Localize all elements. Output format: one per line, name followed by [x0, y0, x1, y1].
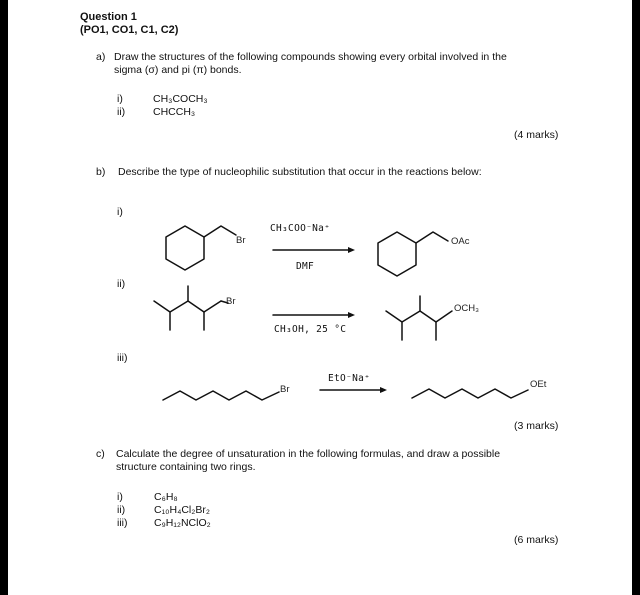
reaction-3-product-group: OEt	[530, 379, 547, 390]
part-a-prompt-line1: Draw the structures of the following compounds showing every orbital involved in the	[114, 51, 507, 63]
reaction-3-num: iii)	[117, 352, 128, 364]
part-a-marks: (4 marks)	[514, 129, 559, 141]
part-c-item-3-num: iii)	[117, 517, 128, 529]
alkyl-zigzag-product	[412, 389, 528, 398]
product-branch-left	[386, 311, 402, 340]
part-a-item-2-num: ii)	[117, 106, 126, 118]
reaction-2-reagent-below: CH₃OH, 25 °C	[274, 324, 347, 335]
reaction-1-reagent-above: CH₃COO⁻Na⁺	[270, 223, 331, 234]
reaction-1-reagent-below: DMF	[296, 261, 315, 272]
main-chain	[170, 301, 221, 312]
part-b-marks: (3 marks)	[514, 420, 559, 432]
part-a-letter: a)	[96, 51, 106, 63]
cyclohexane-ring-product	[378, 232, 416, 276]
part-c-item-1-num: i)	[117, 491, 123, 503]
ch2oac-chain	[416, 232, 448, 243]
reaction-3-reactant-group: Br	[280, 384, 290, 395]
part-c-letter: c)	[96, 448, 105, 460]
question-title: Question 1	[80, 11, 137, 23]
reaction-1-num: i)	[117, 206, 123, 218]
part-a-item-2-formula: CHCCH₃	[153, 106, 196, 118]
part-c-item-2-num: ii)	[117, 504, 126, 516]
question-sheet	[8, 0, 632, 595]
part-b-letter: b)	[96, 166, 106, 178]
reaction-2-reactant-group: Br	[226, 296, 236, 307]
cyclohexane-ring-reactant	[166, 226, 204, 270]
reaction-1-product-group: OAc	[451, 236, 470, 247]
part-c-prompt-line2: structure containing two rings.	[116, 461, 256, 473]
part-a-item-1-num: i)	[117, 93, 123, 105]
reaction-structures	[8, 0, 632, 595]
branch-left	[154, 301, 170, 330]
part-a-prompt-line2: sigma (σ) and pi (π) bonds.	[114, 64, 242, 76]
part-c-marks: (6 marks)	[514, 534, 559, 546]
reaction-2-num: ii)	[117, 278, 126, 290]
part-c-prompt-line1: Calculate the degree of unsaturation in the following formulas, and draw a possible	[116, 448, 501, 460]
reaction-2-product-group: OCH₃	[454, 303, 479, 314]
part-c-item-3-formula: C₉H₁₂NClO₂	[154, 517, 211, 529]
ch2br-chain	[204, 226, 236, 237]
product-main-chain	[402, 311, 452, 322]
part-a-item-1-formula: CH₃COCH₃	[153, 93, 208, 105]
reaction-3-reagent-above: EtO⁻Na⁺	[328, 373, 371, 384]
question-outcomes: (PO1, CO1, C1, C2)	[80, 24, 179, 36]
reaction-1-reactant-group: Br	[236, 235, 246, 246]
part-c-item-2-formula: C₁₀H₄Cl₂Br₂	[154, 504, 210, 516]
alkyl-zigzag-reactant	[163, 391, 279, 400]
part-c-item-1-formula: C₆H₈	[154, 491, 178, 503]
part-b-prompt: Describe the type of nucleophilic substitution that occur in the reactions below:	[118, 166, 482, 178]
